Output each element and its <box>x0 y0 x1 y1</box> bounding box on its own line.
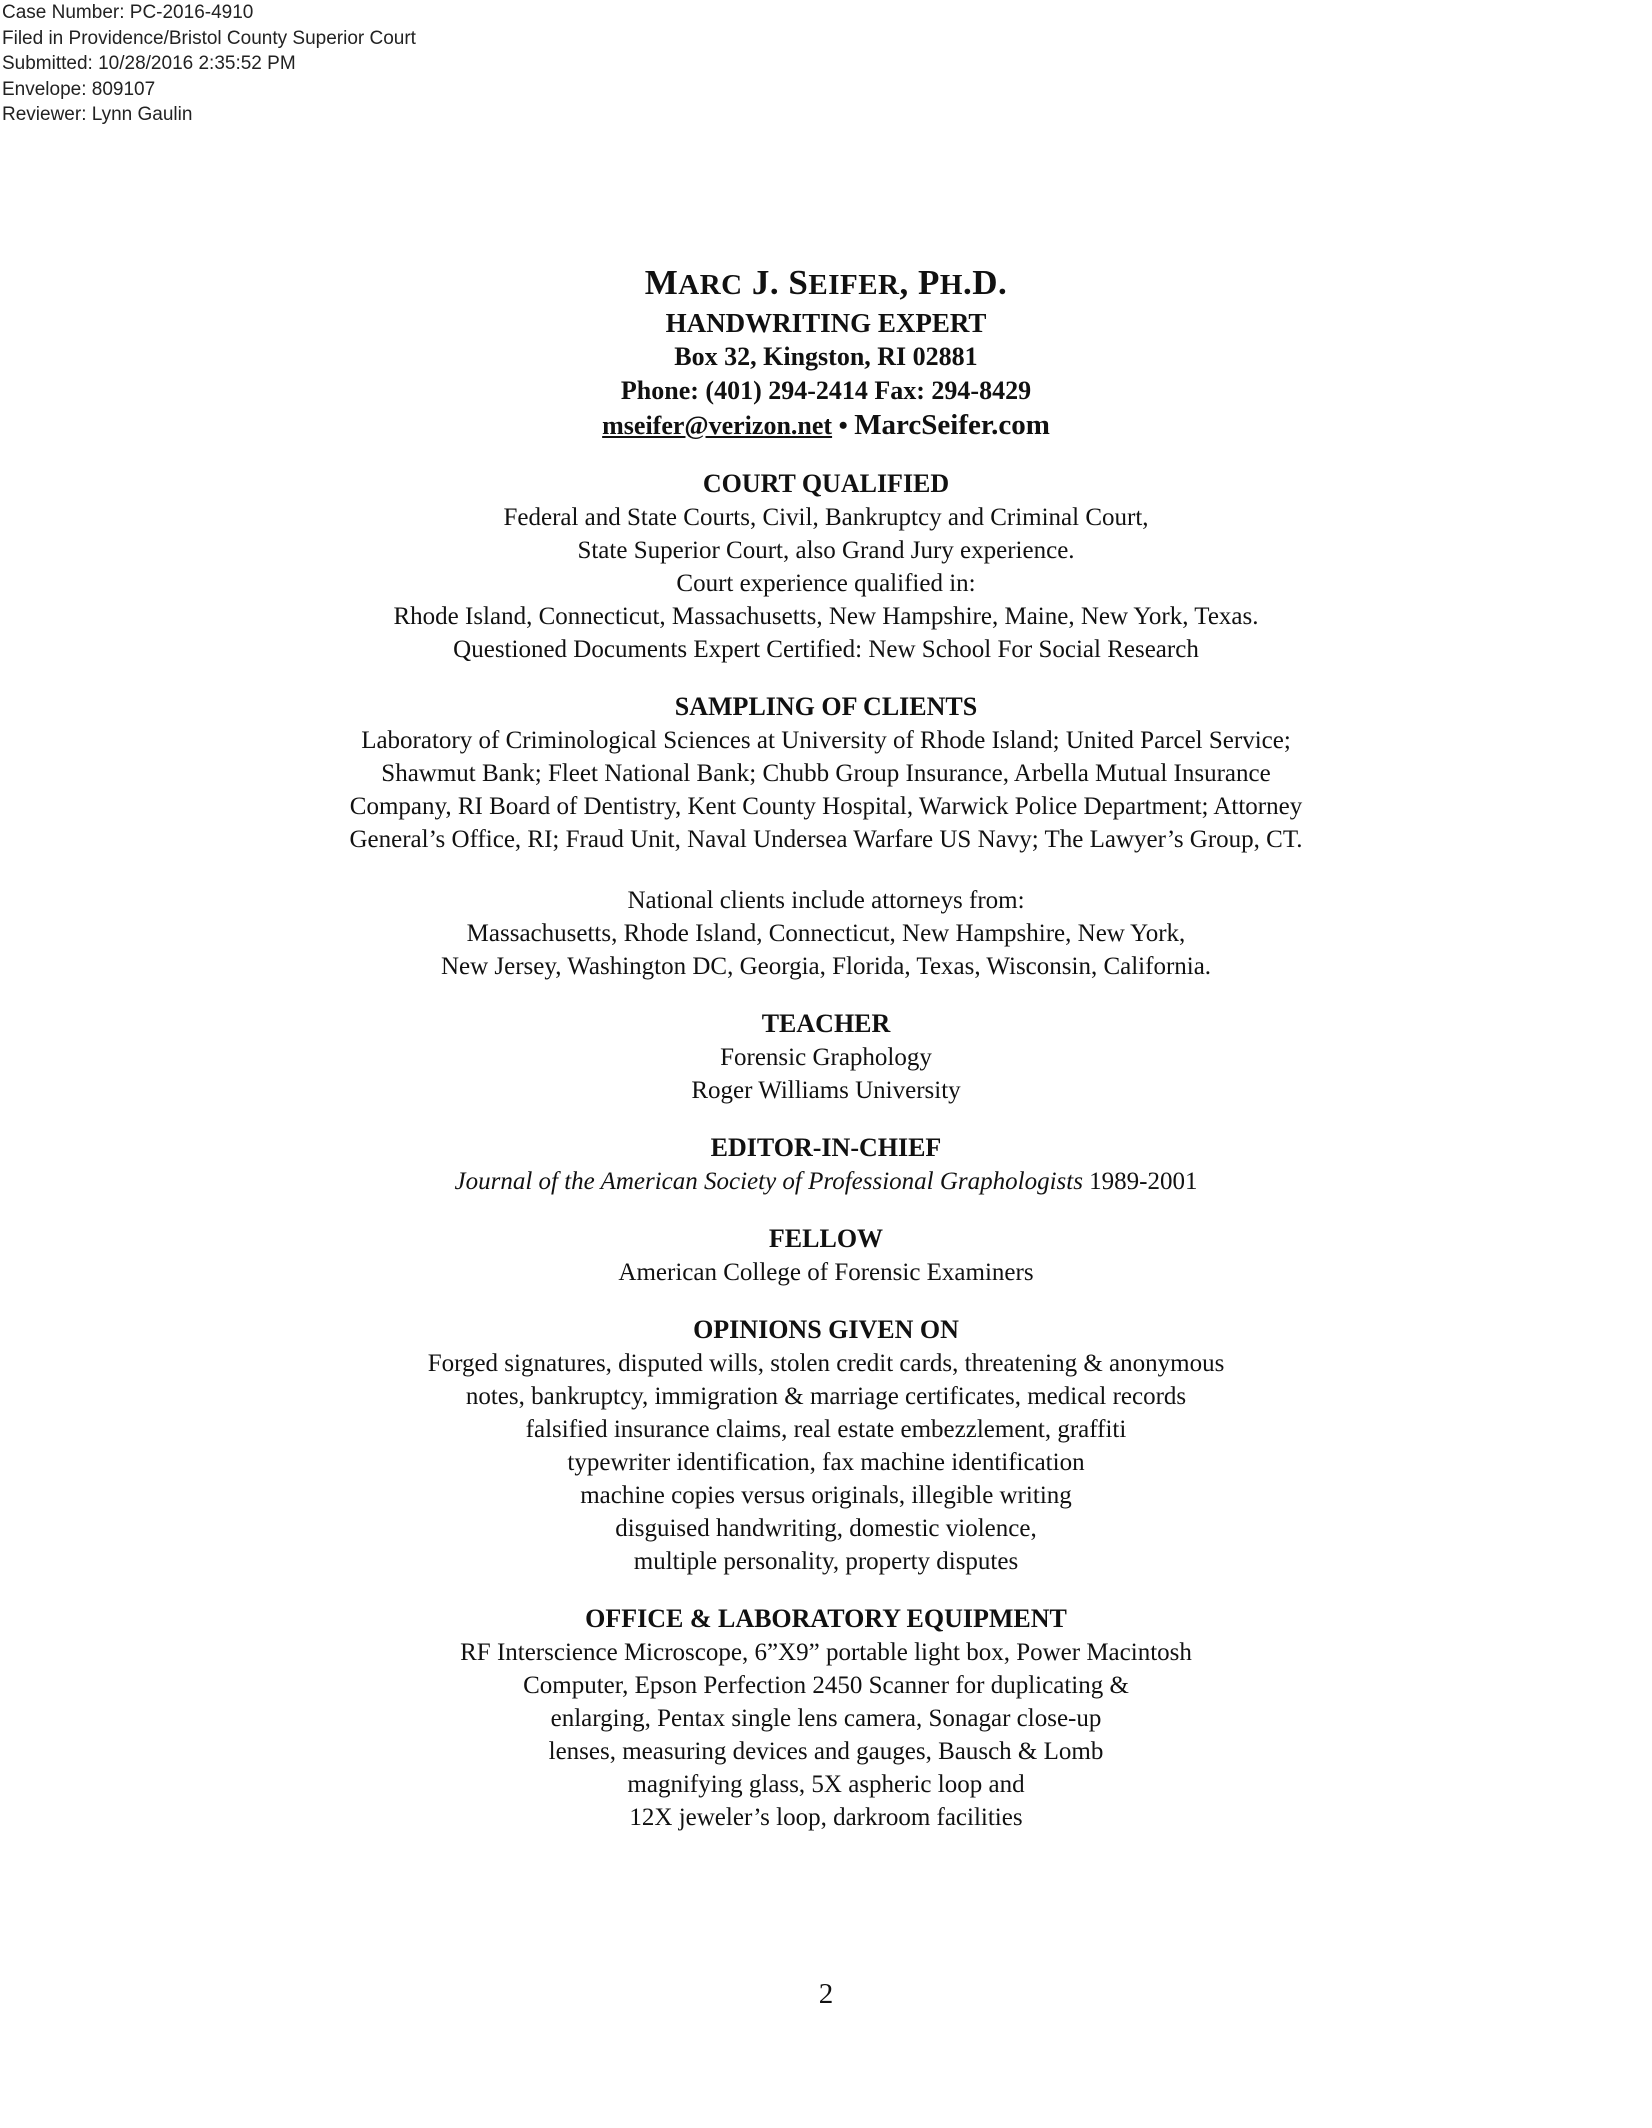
text-line: typewriter identification, fax machine identification <box>567 1449 1085 1476</box>
text-line: falsified insurance claims, real estate embezzlement, graffiti <box>525 1416 1127 1443</box>
bullet: • <box>832 411 855 440</box>
filed-in: Filed in Providence/Bristol County Superior Court <box>2 27 416 49</box>
journal-years: 1989-2001 <box>1082 1168 1198 1195</box>
text-line <box>0 1165 1652 1198</box>
text-line: Questioned Documents Expert Certified: New School For Social Research <box>453 636 1199 663</box>
text-line: multiple personality, property disputes <box>633 1548 1019 1575</box>
text-line: RF Interscience Microscope, 6”X9” portable light box, Power Macintosh <box>460 1639 1192 1666</box>
section-heading: FELLOW <box>768 1224 884 1253</box>
text-line: General’s Office, RI; Fraud Unit, Naval Undersea Warfare US Navy; The Lawyer’s Group, CT. <box>349 826 1303 853</box>
text-line: Forged signatures, disputed wills, stolen credit cards, threatening & anonymous <box>427 1350 1225 1377</box>
teacher-section <box>0 1007 1652 1107</box>
opinions-section <box>0 1313 1652 1578</box>
filing-stamp <box>2 0 416 128</box>
section-heading: TEACHER <box>761 1009 891 1038</box>
expert-name: MARC J. SEIFER, PH.D. <box>644 263 1008 302</box>
page-number: 2 <box>818 1978 834 2010</box>
text-line: Massachusetts, Rhode Island, Connecticut, New Hampshire, New York, <box>466 920 1186 947</box>
reviewer: Reviewer: Lynn Gaulin <box>2 104 193 125</box>
text-line: enlarging, Pentax single lens camera, Sonagar close-up <box>550 1705 1102 1732</box>
court-qualified-section <box>0 467 1652 666</box>
section-heading: OPINIONS GIVEN ON <box>693 1315 959 1344</box>
contact-line <box>0 408 1652 443</box>
text-line: American College of Forensic Examiners <box>618 1259 1034 1286</box>
text-line: Rhode Island, Connecticut, Massachusetts, New Hampshire, Maine, New York, Texas. <box>393 603 1259 630</box>
text-line: State Superior Court, also Grand Jury experience. <box>577 537 1075 564</box>
envelope-number: Envelope: 809107 <box>2 78 156 100</box>
text-line: Roger Williams University <box>691 1077 961 1104</box>
address: Box 32, Kingston, RI 02881 <box>674 342 978 371</box>
equipment-section <box>0 1602 1652 1834</box>
expert-title: HANDWRITING EXPERT <box>665 308 987 338</box>
spacer <box>0 856 1652 884</box>
section-heading: EDITOR-IN-CHIEF <box>710 1133 942 1162</box>
text-line: Computer, Epson Perfection 2450 Scanner for duplicating & <box>523 1672 1129 1699</box>
text-line: lenses, measuring devices and gauges, Bausch & Lomb <box>548 1738 1104 1765</box>
text-line: Court experience qualified in: <box>676 570 976 597</box>
case-number: Case Number: PC-2016-4910 <box>2 2 254 23</box>
email-link[interactable]: mseifer@verizon.net <box>602 411 833 440</box>
resume-page <box>0 262 1652 1834</box>
website-link[interactable]: MarcSeifer.com <box>854 409 1050 441</box>
text-line: Shawmut Bank; Fleet National Bank; Chubb Group Insurance, Arbella Mutual Insurance <box>381 760 1271 787</box>
text-line: machine copies versus originals, illegible writing <box>580 1482 1072 1509</box>
submitted-date: Submitted: 10/28/2016 2:35:52 PM <box>2 53 296 74</box>
section-heading: SAMPLING OF CLIENTS <box>674 692 978 721</box>
editor-section <box>0 1131 1652 1198</box>
text-line: Forensic Graphology <box>720 1044 932 1071</box>
text-line: New Jersey, Washington DC, Georgia, Florida, Texas, Wisconsin, California. <box>440 953 1212 980</box>
phone-fax: Phone: (401) 294-2414 Fax: 294-8429 <box>620 376 1032 405</box>
clients-section <box>0 690 1652 983</box>
text-line: 12X jeweler’s loop, darkroom facilities <box>629 1804 1023 1831</box>
text-line: Federal and State Courts, Civil, Bankruptcy and Criminal Court, <box>503 504 1149 531</box>
text-line: Company, RI Board of Dentistry, Kent County Hospital, Warwick Police Department; Attorney <box>349 793 1303 820</box>
text-line: Laboratory of Criminological Sciences at University of Rhode Island; United Parcel Service; <box>361 727 1291 754</box>
section-heading: OFFICE & LABORATORY EQUIPMENT <box>585 1604 1067 1633</box>
fellow-section <box>0 1222 1652 1289</box>
text-line: notes, bankruptcy, immigration & marriage certificates, medical records <box>465 1383 1187 1410</box>
journal-title: Journal of the American Society of Professional Graphologists <box>454 1168 1083 1195</box>
section-heading: COURT QUALIFIED <box>702 469 950 498</box>
text-line: magnifying glass, 5X aspheric loop and <box>627 1771 1025 1798</box>
text-line: disguised handwriting, domestic violence, <box>615 1515 1037 1542</box>
text-line: National clients include attorneys from: <box>627 887 1025 914</box>
